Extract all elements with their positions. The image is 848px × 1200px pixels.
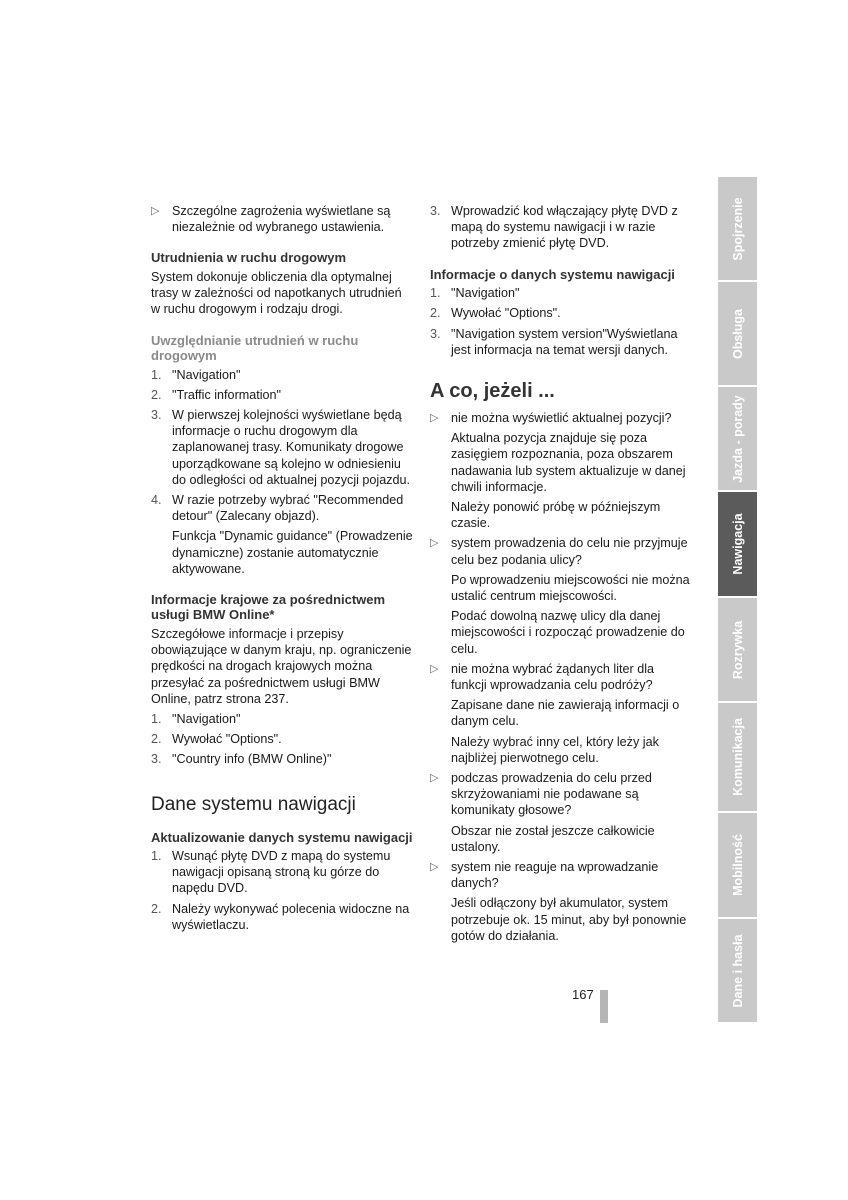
step-number: 1. [151, 711, 162, 726]
tab-label: Spojrzenie [730, 196, 745, 261]
faq-question-text: nie można wybrać żądanych liter dla funkcji wprowadzania celu podróży? [451, 661, 655, 692]
faq-answer: Podać dowolną nazwę ulicy dla danej miejscowości i rozpocząć prowadzenie do celu. [451, 609, 685, 656]
list-item [151, 901, 413, 933]
faq-question-text: system prowadzenia do celu nie przyjmuje celu bez podania ulicy? [451, 536, 688, 567]
tab-label: Mobilność [730, 834, 745, 896]
tab-dane-i-hasla[interactable] [718, 919, 757, 1022]
list-item [151, 407, 413, 488]
tab-label: Nawigacja [730, 513, 745, 575]
bullet-triangle-icon: ▷ [430, 411, 439, 424]
tab-mobilnosc[interactable] [718, 813, 757, 917]
step-text: "Navigation" [451, 286, 520, 301]
page-marker-bar [600, 990, 608, 1023]
section-heading: Uwzględnianie utrudnień w ruchu drogowym [151, 332, 359, 364]
bullet-triangle-icon: ▷ [430, 861, 439, 873]
step-note: Funkcja "Dynamic guidance" (Prowadzenie dynamiczne) zostanie automatycznie aktywowane. [172, 529, 413, 576]
step-number: 3. [151, 752, 162, 767]
step-number: 3. [151, 407, 162, 422]
step-text: "Country info (BMW Online)" [172, 752, 332, 767]
step-text: "Navigation" [172, 711, 241, 726]
step-number: 2. [151, 901, 162, 916]
faq-question [430, 859, 692, 891]
section-heading: Utrudnienia w ruchu drogowym [151, 250, 347, 266]
section-heading: Informacje o danych systemu nawigacji [430, 266, 675, 282]
bullet-triangle-icon: ▷ [430, 662, 439, 675]
list-item [151, 731, 413, 747]
list-item [430, 305, 692, 321]
faq-answer: Zapisane dane nie zawierają informacji o danym celu. [451, 698, 680, 729]
step-text: Wywołać "Options". [451, 306, 561, 321]
faq-answer: Należy ponowić próbę w późniejszym czasie. [451, 499, 661, 531]
step-number: 2. [430, 306, 441, 321]
step-number: 1. [430, 286, 441, 301]
list-item [151, 751, 413, 767]
tab-rozrywka[interactable] [718, 598, 757, 701]
bullet-triangle-icon: ▷ [430, 537, 439, 550]
step-text: Wywołać "Options". [172, 732, 282, 747]
list-item [430, 285, 692, 301]
list-item [151, 848, 413, 897]
step-text: "Navigation" [172, 367, 241, 382]
tab-obsluga[interactable] [718, 282, 757, 385]
paragraph: System dokonuje obliczenia dla optymalnej trasy w zależności od napotkanych utrudnień w ruchu drogowym i rodzaju drogi. [151, 269, 402, 317]
paragraph: Szczegółowe informacje i przepisy obowiązujące w danym kraju, np. ograniczenie prędkości na drogach krajowych można przesyłać za pośrednictwem usługi BMW Online, patrz strona 237. [151, 626, 412, 706]
faq-question [430, 770, 692, 819]
faq-question [430, 661, 692, 693]
tab-nawigacja[interactable] [718, 492, 757, 596]
tab-label: Obsługa [730, 308, 745, 359]
step-number: 1. [151, 367, 162, 382]
section-heading: Aktualizowanie danych systemu nawigacji [151, 829, 413, 845]
faq-answer: Jeśli odłączony był akumulator, system potrzebuje ok. 15 minut, aby był ponownie gotów do działania. [451, 896, 687, 943]
list-item [430, 203, 692, 252]
tab-spojrzenie[interactable] [718, 177, 757, 280]
bullet-triangle-icon: ▷ [430, 771, 439, 784]
step-number: 4. [151, 492, 162, 507]
tab-label: Komunikacja [730, 718, 745, 796]
step-text: Wsunąć płytę DVD z mapą do systemu nawigacji opisaną stroną ku górze do napędu DVD. [172, 849, 391, 896]
tab-komunikacja[interactable] [718, 703, 757, 811]
step-text: W razie potrzeby wybrać "Recommended detour" (Zalecany objazd). [172, 492, 404, 524]
list-item [151, 203, 413, 235]
tab-label: Jazda - porady [730, 394, 745, 483]
left-column [151, 203, 413, 937]
tab-label: Rozrywka [730, 620, 745, 679]
faq-question-text: nie można wyświetlić aktualnej pozycji? [451, 410, 672, 425]
faq-question-text: podczas prowadzenia do celu przed skrzyżowaniami nie podawane są komunikaty głosowe? [451, 770, 652, 818]
step-number: 2. [151, 387, 162, 402]
faq-question [430, 535, 692, 567]
faq-answer: Należy wybrać inny cel, który leży jak najbliżej pierwotnego celu. [451, 734, 659, 765]
tab-jazda-porady[interactable] [718, 387, 757, 490]
list-item [430, 326, 692, 358]
list-item [151, 387, 413, 403]
right-column [430, 203, 692, 948]
step-number: 1. [151, 849, 162, 864]
faq-answer: Obszar nie został jeszcze całkowicie ustalony. [451, 823, 655, 854]
faq-question-text: system nie reaguje na wprowadzanie danych? [451, 860, 659, 891]
step-number: 3. [430, 204, 441, 218]
page-number: 167 [572, 987, 594, 1002]
step-text: Należy wykonywać polecenia widoczne na wyświetlaczu. [172, 901, 410, 932]
chapter-title: A co, jeżeli ... [430, 379, 555, 402]
list-item [151, 367, 413, 383]
step-number: 3. [430, 326, 441, 341]
tab-label: Dane i hasła [730, 934, 745, 1007]
list-item [151, 711, 413, 727]
step-text: Wprowadzić kod włączający płytę DVD z mapą do systemu nawigacji i w razie potrzeby zmienić płytę DVD. [451, 204, 678, 251]
chapter-title: Dane systemu nawigacji [151, 793, 356, 815]
faq-answer: Aktualna pozycja znajduje się poza zasięgiem rozpoznania, poza obszarem nadawania lub system aktualizuje w danej chwili informacje. [451, 431, 686, 494]
faq-answer: Po wprowadzeniu miejscowości nie można ustalić centrum miejscowości. [451, 572, 690, 603]
section-heading: Informacje krajowe za pośrednictwem usługi BMW Online* [151, 591, 386, 623]
faq-question [430, 410, 692, 426]
step-text: "Traffic information" [172, 387, 282, 402]
list-item [151, 492, 413, 524]
step-number: 2. [151, 732, 162, 747]
step-text: W pierwszej kolejności wyświetlane będą informacje o ruchu drogowym dla zaplanowanej trasy. Komunikaty drogowe uporządkowane są kolejno w odniesieniu do odległości od aktualnej pozycji pojazdu. [172, 407, 411, 487]
bullet-text: Szczególne zagrożenia wyświetlane są niezależnie od wybranego ustawienia. [172, 204, 391, 235]
step-text: "Navigation system version"Wyświetlana jest informacja na temat wersji danych. [451, 326, 678, 357]
bullet-triangle-icon: ▷ [151, 205, 160, 217]
